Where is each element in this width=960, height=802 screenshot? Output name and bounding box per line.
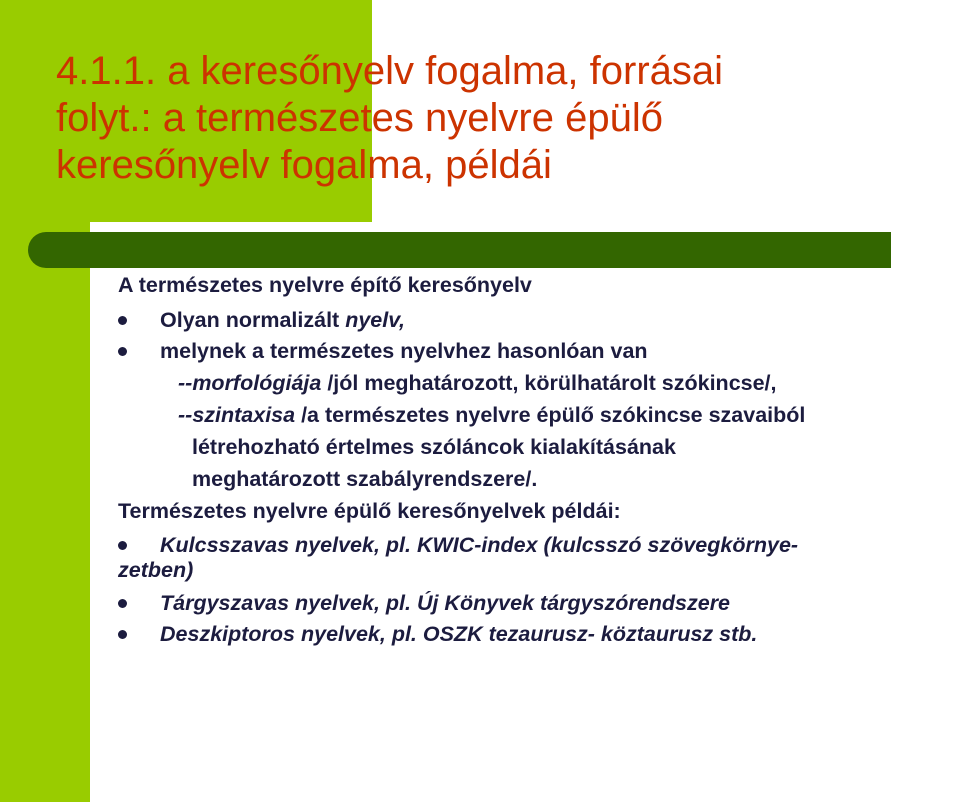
list-item-descriptor-languages: Deszkiptoros nyelvek, pl. OSZK tezaurusz- köztaurusz stb. xyxy=(160,622,758,646)
bullet-icon xyxy=(118,347,127,356)
bullet-icon xyxy=(118,599,127,608)
divider-bar xyxy=(28,232,891,268)
list-item-keyword-languages-cont: zetben) xyxy=(118,558,194,582)
bullet-icon xyxy=(118,630,127,639)
syntax-continuation-2: meghatározott szabályrendszere/. xyxy=(192,467,538,491)
slide-title: 4.1.1. a keresőnyelv fogalma, forrásai folyt.: a természetes nyelvre épülő keresőnyelv fogalma, példái xyxy=(56,49,724,187)
list-item-subject-languages: Tárgyszavas nyelvek, pl. Új Könyvek tárgyszórendszere xyxy=(160,591,731,615)
list-item-normalized: Olyan normalizált nyelv, xyxy=(160,308,405,332)
bullet-icon xyxy=(118,316,127,325)
syntax-continuation-1: létrehozható értelmes szóláncok kialakításának xyxy=(192,435,676,459)
morphology-line: --morfológiája /jól meghatározott, körülhatárolt szókincse/, xyxy=(178,371,777,395)
syntax-line: --szintaxisa /a természetes nyelvre épülő szókincse szavaiból xyxy=(178,403,806,427)
heading-examples: Természetes nyelvre épülő keresőnyelvek példái: xyxy=(118,499,621,523)
bullet-icon xyxy=(118,541,127,550)
heading-natural-language: A természetes nyelvre építő keresőnyelv xyxy=(118,273,532,297)
list-item-similar: melynek a természetes nyelvhez hasonlóan van xyxy=(160,339,648,363)
list-item-keyword-languages: Kulcsszavas nyelvek, pl. KWIC-index (kulcsszó szövegkörnye- xyxy=(160,533,799,557)
